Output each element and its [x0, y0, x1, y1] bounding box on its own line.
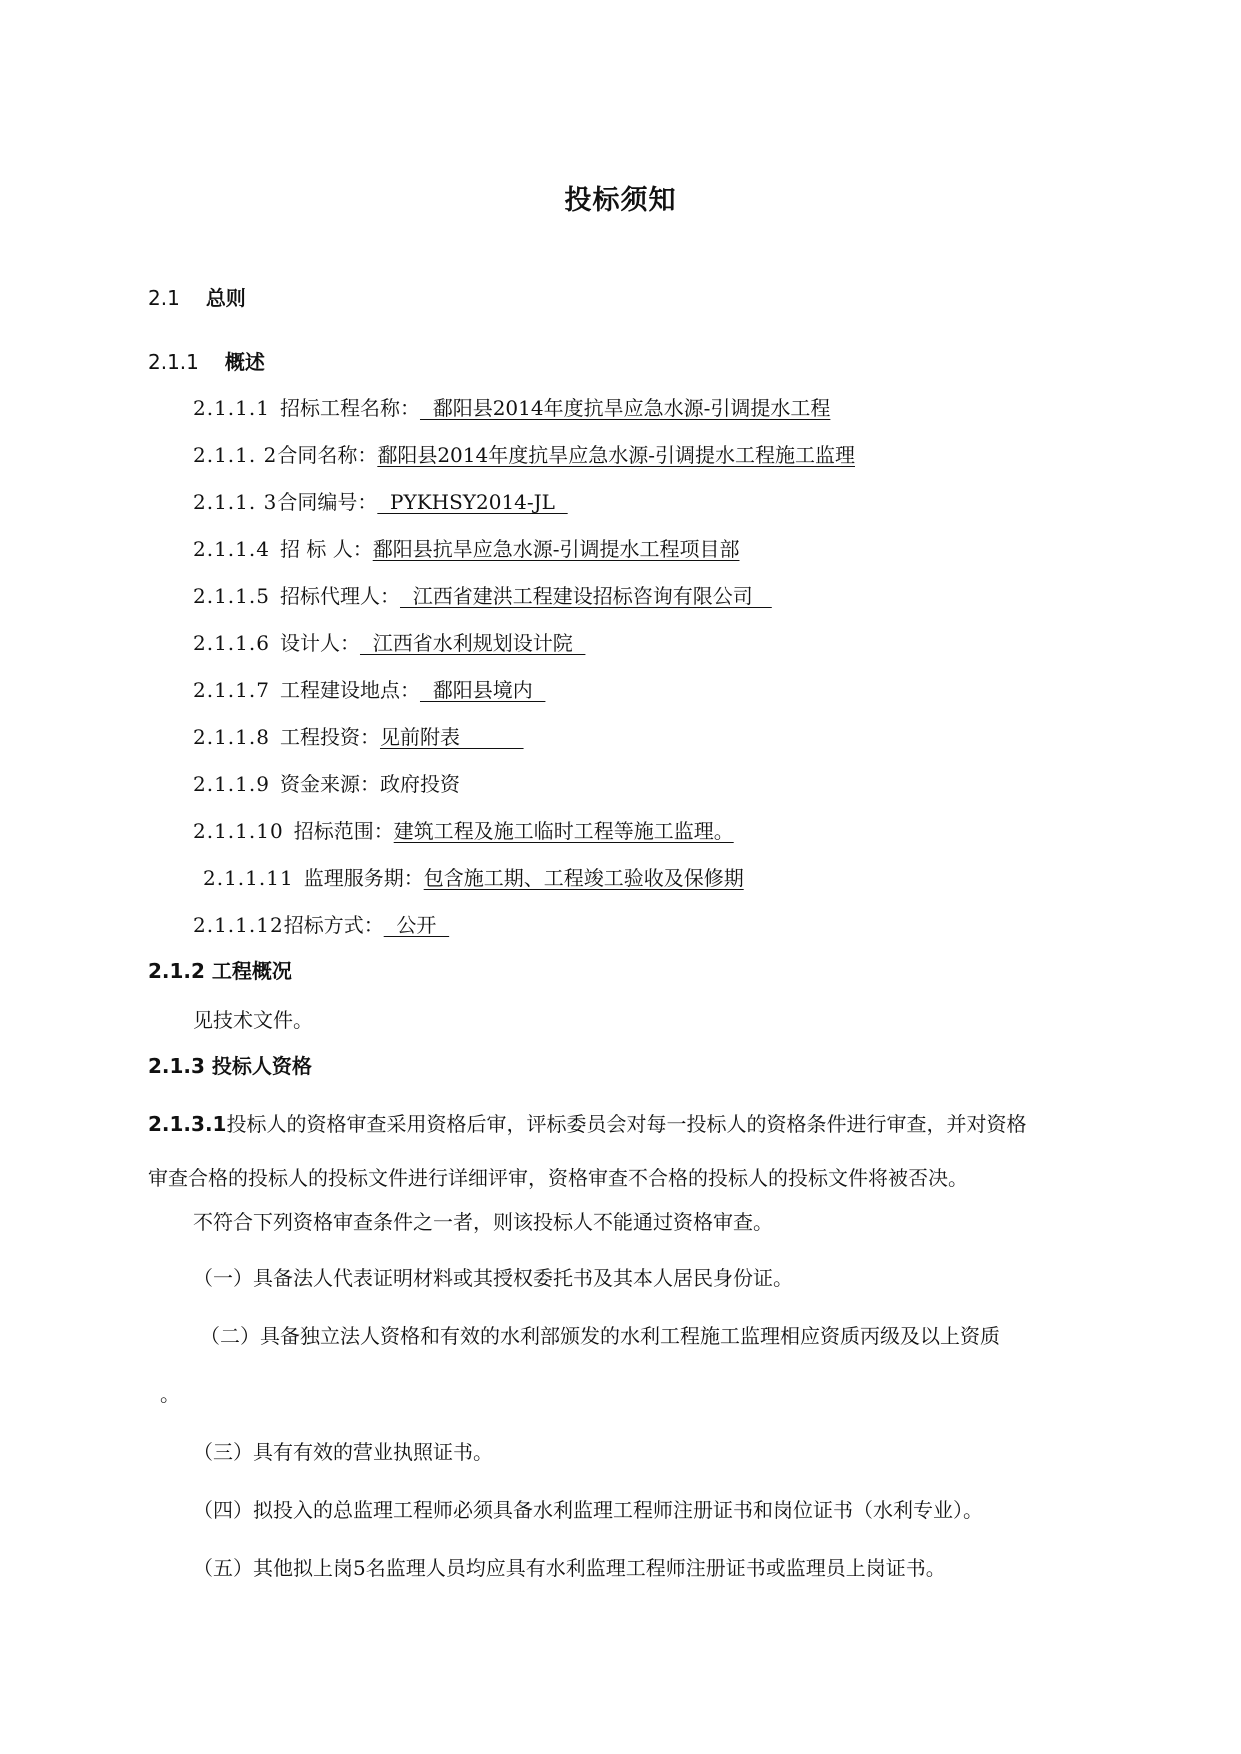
- s212-text: 见技术文件。: [193, 1008, 313, 1032]
- section-label: 总则: [205, 286, 246, 310]
- list-item: 2.1.1.8 工程投资：见前附表: [193, 725, 524, 749]
- s213-p1-line1: 2.1.3.1投标人的资格审查采用资格后审，评标委员会对每一投标人的资格条件进行审查，并对资格: [148, 1112, 1027, 1136]
- section-number: 2.1: [148, 286, 180, 310]
- section-heading: [148, 282, 246, 311]
- s213-p1-line2: 审查合格的投标人的投标文件进行详细评审，资格审查不合格的投标人的投标文件将被否决。: [148, 1166, 968, 1190]
- condition-item: （一）具备法人代表证明材料或其授权委托书及其本人居民身份证。: [193, 1266, 793, 1290]
- list-item: 2.1.1.10 招标范围：建筑工程及施工临时工程等施工监理。: [193, 819, 734, 843]
- s213-p2: 不符合下列资格审查条件之一者，则该投标人不能通过资格审查。: [193, 1210, 773, 1234]
- page-title: 投标须知: [564, 185, 677, 216]
- s212-heading: 2.1.2 工程概况: [148, 959, 292, 983]
- subsection-heading: [148, 346, 265, 375]
- list-item: 2.1.1.7 工程建设地点： 鄱阳县境内: [193, 678, 546, 702]
- list-item: 2.1.1.11 监理服务期：包含施工期、工程竣工验收及保修期: [203, 866, 744, 890]
- list-item: 2.1.1.4 招 标 人：鄱阳县抗旱应急水源-引调提水工程项目部: [193, 537, 740, 561]
- subsection-label: 概述: [224, 350, 265, 374]
- condition-item: （四）拟投入的总监理工程师必须具备水利监理工程师注册证书和岗位证书（水利专业）。: [193, 1498, 983, 1522]
- list-item: 2.1.1.12招标方式： 公开: [193, 913, 450, 937]
- list-item: 2.1.1.5 招标代理人： 江西省建洪工程建设招标咨询有限公司: [193, 584, 772, 608]
- list-item: 2.1.1.9 资金来源：政府投资: [193, 772, 460, 796]
- condition-item: （三）具有有效的营业执照证书。: [193, 1440, 493, 1464]
- condition-item: 。: [160, 1382, 180, 1406]
- list-item: 2.1.1. 3合同编号： PYKHSY2014-JL: [193, 490, 568, 514]
- list-item: 2.1.1.6 设计人： 江西省水利规划设计院: [193, 631, 586, 655]
- list-item: 2.1.1. 2合同名称：鄱阳县2014年度抗旱应急水源-引调提水工程施工监理: [193, 443, 855, 467]
- subsection-number: 2.1.1: [148, 350, 199, 374]
- s213-heading: 2.1.3 投标人资格: [148, 1054, 312, 1078]
- condition-item: （五）其他拟上岗5名监理人员均应具有水利监理工程师注册证书或监理员上岗证书。: [193, 1556, 946, 1580]
- list-item: 2.1.1.1 招标工程名称： 鄱阳县2014年度抗旱应急水源-引调提水工程: [193, 396, 831, 420]
- condition-item: （二）具备独立法人资格和有效的水利部颁发的水利工程施工监理相应资质丙级及以上资质: [200, 1324, 1000, 1348]
